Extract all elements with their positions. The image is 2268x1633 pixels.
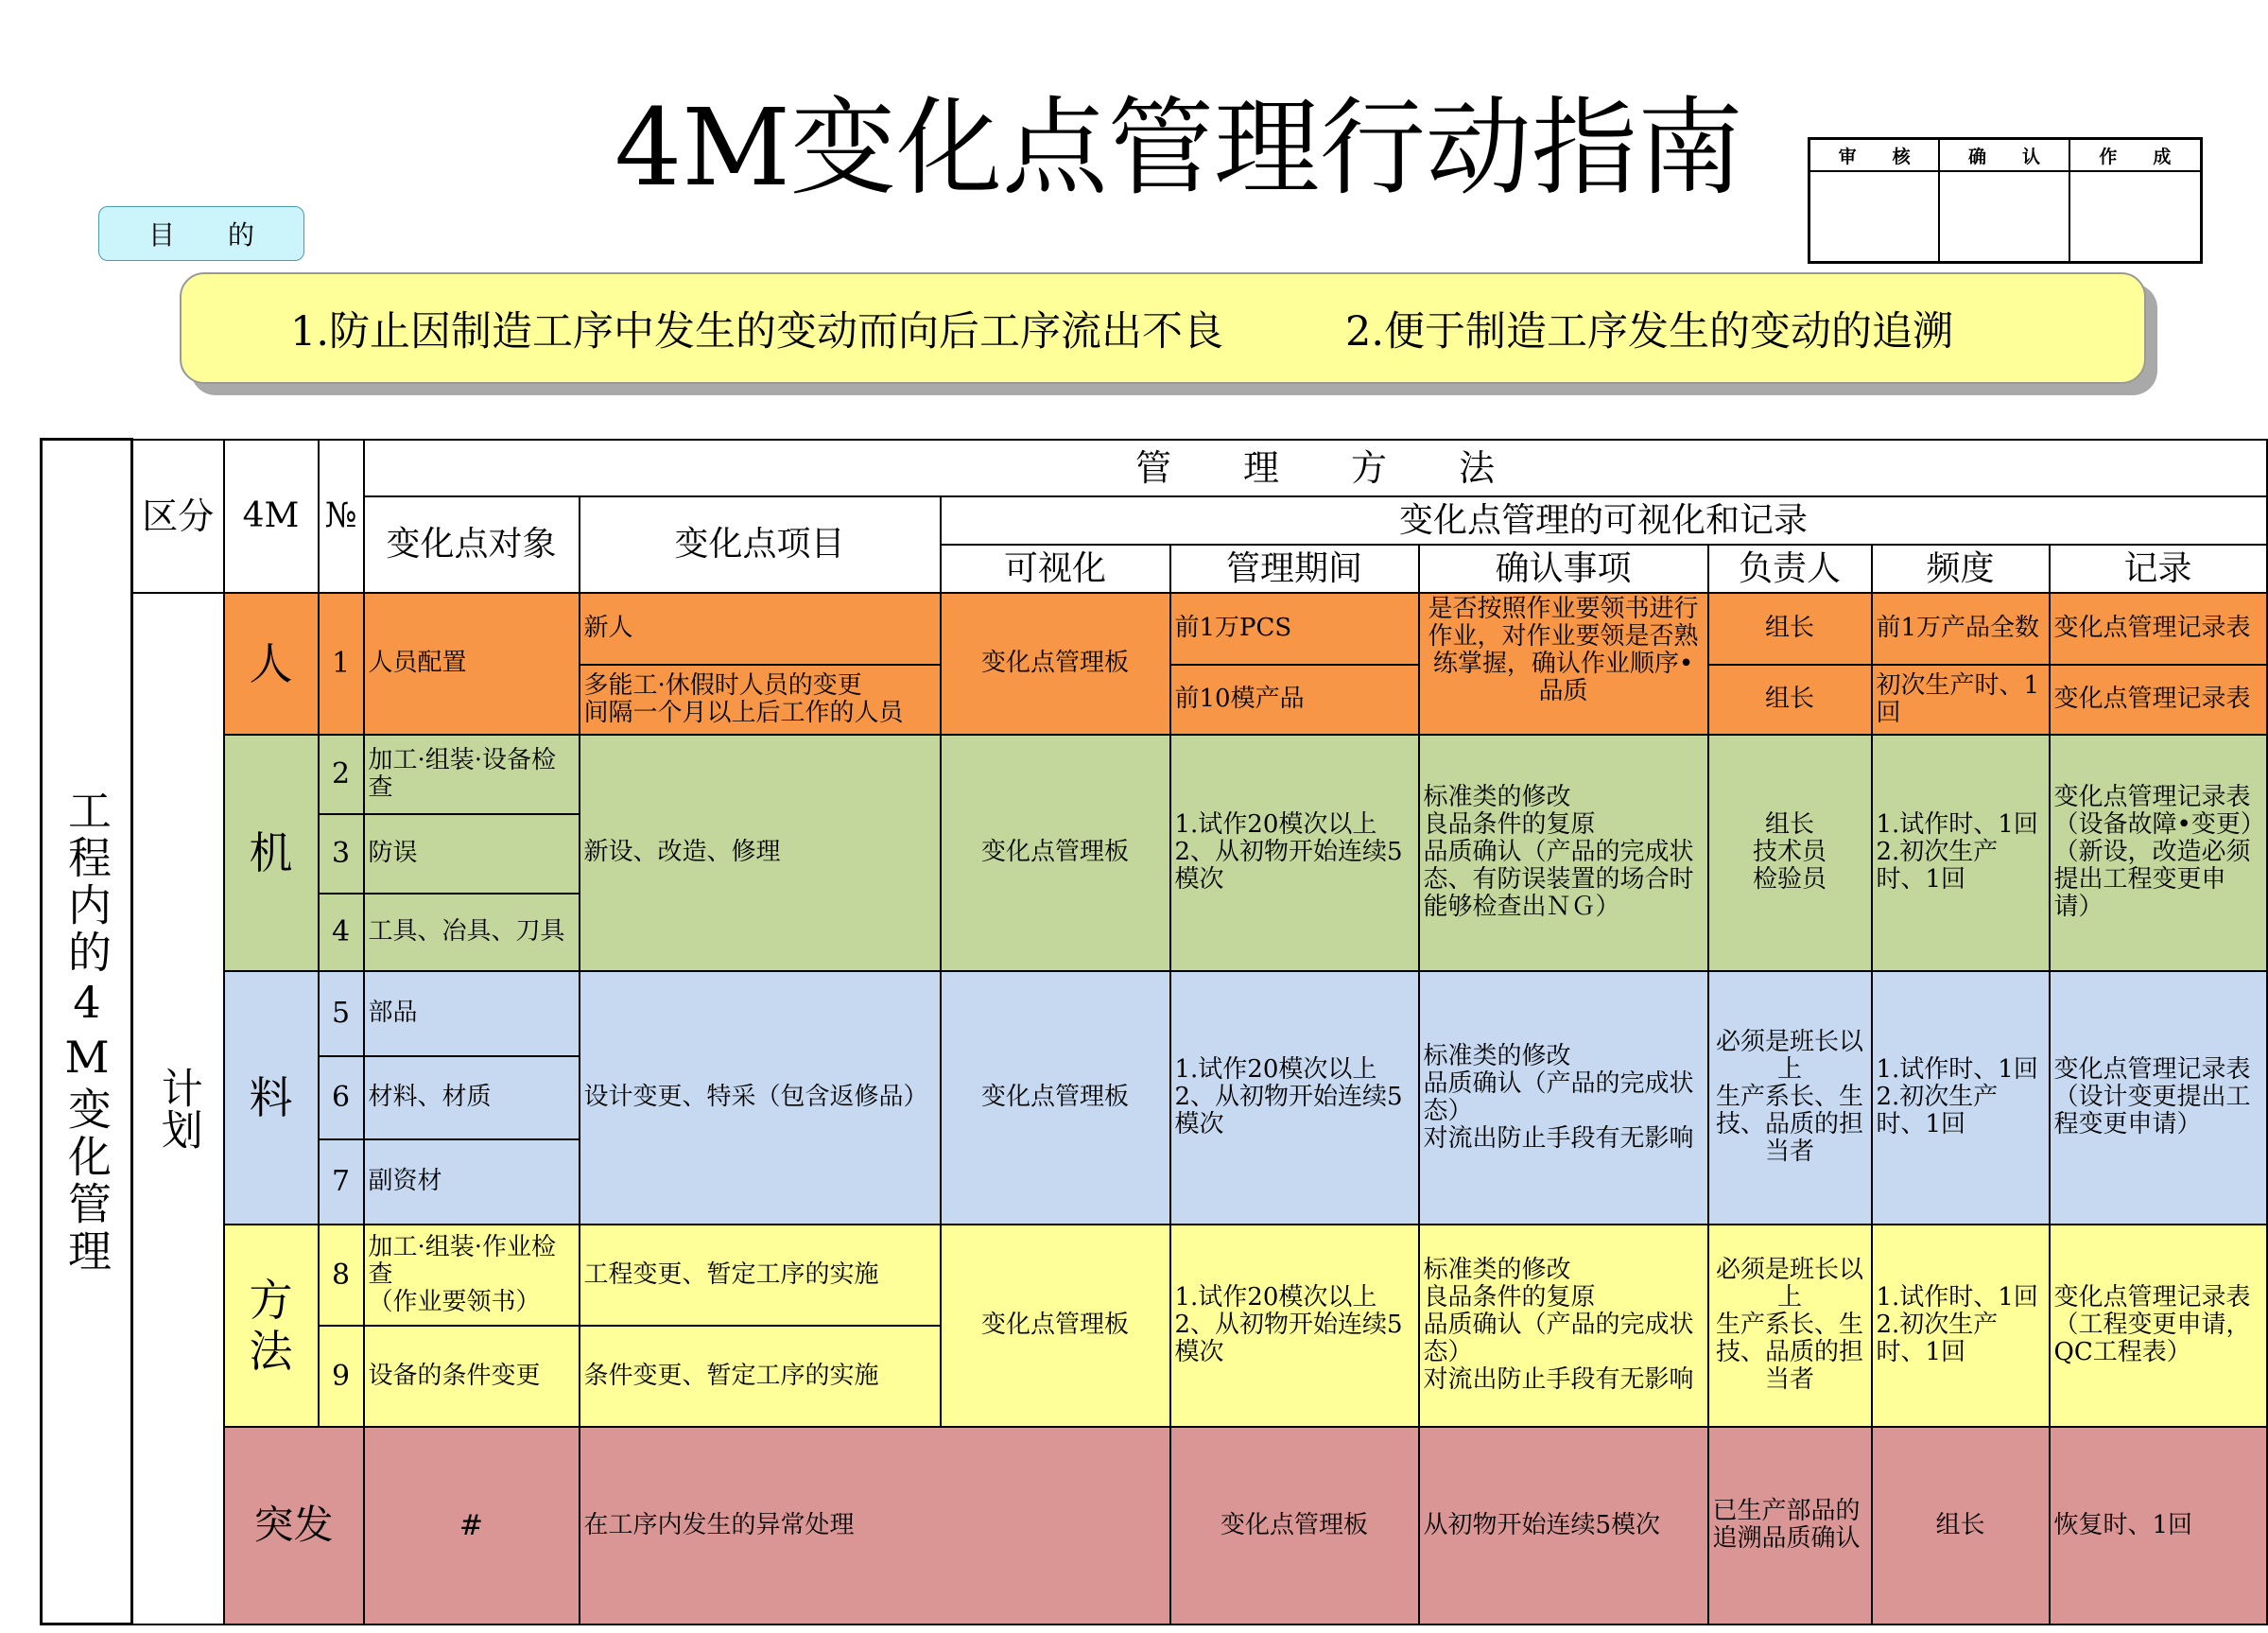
- change-item: 多能工·休假时人员的变更 间隔一个月以上后工作的人员: [580, 665, 941, 735]
- confirm-items: 标准类的修改 良品条件的复原 品质确认（产品的完成状态、有防误装置的场合时能够检查出ＮＧ）: [1419, 735, 1708, 971]
- confirm-items: 已生产部品的追溯品质确认: [1708, 1427, 1872, 1624]
- header-change-target: 变化点对象: [364, 496, 580, 593]
- purpose-text: 1.防止因制造工序中发生的变动而向后工序流出不良 2.便于制造工序发生的变动的追溯: [180, 272, 2146, 384]
- approval-confirm-header: 确 认: [1940, 140, 2069, 172]
- group-sudden: 突发: [224, 1427, 364, 1624]
- header-confirm-items: 确认事项: [1419, 545, 1708, 593]
- change-target: 部品: [364, 971, 580, 1056]
- visualization: 变化点管理板: [941, 593, 1170, 735]
- change-target: 加工·组装·设备检查: [364, 735, 580, 814]
- frequency: 初次生产时、1回: [1872, 665, 2050, 735]
- change-target: 副资材: [364, 1139, 580, 1225]
- header-division: 区分: [132, 440, 224, 593]
- header-no: №: [319, 440, 364, 593]
- header-change-item: 变化点项目: [580, 496, 941, 593]
- row-no: 8: [319, 1225, 364, 1326]
- row-no: 5: [319, 971, 364, 1056]
- change-target: 加工·组装·作业检查 （作业要领书）: [364, 1225, 580, 1326]
- side-title: 工程内的4M变化管理: [42, 440, 132, 1624]
- visualization: 变化点管理板: [1170, 1427, 1419, 1624]
- header-frequency: 频度: [1872, 545, 2050, 593]
- period: 从初物开始连续5模次: [1419, 1427, 1708, 1624]
- frequency: 前1万产品全数: [1872, 593, 2050, 665]
- header-visual-record: 变化点管理的可视化和记录: [941, 496, 2267, 545]
- group-man: 人: [224, 593, 319, 735]
- change-target: 工具、冶具、刀具: [364, 894, 580, 971]
- responsible: 组长: [1708, 665, 1872, 735]
- row-no: 2: [319, 735, 364, 814]
- visualization: 变化点管理板: [941, 1225, 1170, 1427]
- header-period: 管理期间: [1170, 545, 1419, 593]
- confirm-items: 标准类的修改 品质确认（产品的完成状态） 对流出防止手段有无影响: [1419, 971, 1708, 1225]
- confirm-items: 标准类的修改 良品条件的复原 品质确认（产品的完成状态） 对流出防止手段有无影响: [1419, 1225, 1708, 1427]
- change-target: 材料、材质: [364, 1056, 580, 1139]
- responsible: 组长: [1872, 1427, 2050, 1624]
- record: 变化点管理记录表: [2050, 593, 2267, 665]
- change-target: 设备的条件变更: [364, 1326, 580, 1427]
- approval-confirm-cell[interactable]: [1940, 172, 2069, 261]
- change-target: 防误: [364, 814, 580, 894]
- frequency: 1.试作时、1回 2.初次生产时、1回: [1872, 971, 2050, 1225]
- responsible: 必须是班长以上 生产系长、生技、品质的担当者: [1708, 971, 1872, 1225]
- change-item: 设计变更、特采（包含返修品）: [580, 971, 941, 1225]
- plan-label: 计划: [132, 593, 224, 1624]
- responsible: 必须是班长以上 生产系长、生技、品质的担当者: [1708, 1225, 1872, 1427]
- header-4m: 4M: [224, 440, 319, 593]
- frequency: 1.试作时、1回 2.初次生产时、1回: [1872, 1225, 2050, 1427]
- approval-review-cell[interactable]: [1810, 172, 1940, 261]
- record: 变化点管理记录表 （工程变更申请，QC工程表）: [2050, 1225, 2267, 1427]
- responsible: 组长: [1708, 593, 1872, 665]
- header-management-method: 管 理 方 法: [364, 440, 2267, 496]
- change-item: 条件变更、暂定工序的实施: [580, 1326, 941, 1427]
- row-no: 3: [319, 814, 364, 894]
- period: 1.试作20模次以上 2、从初物开始连续5模次: [1170, 1225, 1419, 1427]
- change-target: 人员配置: [364, 593, 580, 735]
- record: 变化点管理记录表 （设备故障•变更）（新设，改造必须提出工程变更申请）: [2050, 735, 2267, 971]
- row-no: #: [364, 1427, 580, 1624]
- group-machine: 机: [224, 735, 319, 971]
- management-table: [40, 438, 2268, 1625]
- row-no: 6: [319, 1056, 364, 1139]
- record: 变化点管理记录表 （设计变更提出工程变更申请）: [2050, 971, 2267, 1225]
- responsible: 组长 技术员 检验员: [1708, 735, 1872, 971]
- change-item: 新人: [580, 593, 941, 665]
- frequency: 恢复时、1回: [2050, 1427, 2267, 1624]
- approval-review-header: 审 核: [1810, 140, 1940, 172]
- group-material: 料: [224, 971, 319, 1225]
- period: 1.试作20模次以上 2、从初物开始连续5模次: [1170, 971, 1419, 1225]
- visualization: 变化点管理板: [941, 735, 1170, 971]
- change-target: 在工序内发生的异常处理: [580, 1427, 1170, 1624]
- row-no: 9: [319, 1326, 364, 1427]
- purpose-label: 目 的: [98, 206, 304, 261]
- period: 前1万PCS: [1170, 593, 1419, 665]
- change-item: 新设、改造、修理: [580, 735, 941, 971]
- period: 1.试作20模次以上 2、从初物开始连续5模次: [1170, 735, 1419, 971]
- page-title: 4M变化点管理行动指南: [615, 87, 1743, 210]
- period: 前10模产品: [1170, 665, 1419, 735]
- header-visualization: 可视化: [941, 545, 1170, 593]
- row-no: 7: [319, 1139, 364, 1225]
- approval-make-header: 作 成: [2070, 140, 2200, 172]
- visualization: 变化点管理板: [941, 971, 1170, 1225]
- header-responsible: 负责人: [1708, 545, 1872, 593]
- group-method: 方法: [224, 1225, 319, 1427]
- change-item: 工程变更、暂定工序的实施: [580, 1225, 941, 1326]
- frequency: 1.试作时、1回 2.初次生产时、1回: [1872, 735, 2050, 971]
- approval-make-cell[interactable]: [2070, 172, 2200, 261]
- confirm-items: 是否按照作业要领书进行作业，对作业要领是否熟练掌握，确认作业顺序•品质: [1419, 593, 1708, 735]
- header-record: 记录: [2050, 545, 2267, 593]
- row-no: 1: [319, 593, 364, 735]
- record: 变化点管理记录表: [2050, 665, 2267, 735]
- row-no: 4: [319, 894, 364, 971]
- approval-stamp-box: [1808, 137, 2203, 264]
